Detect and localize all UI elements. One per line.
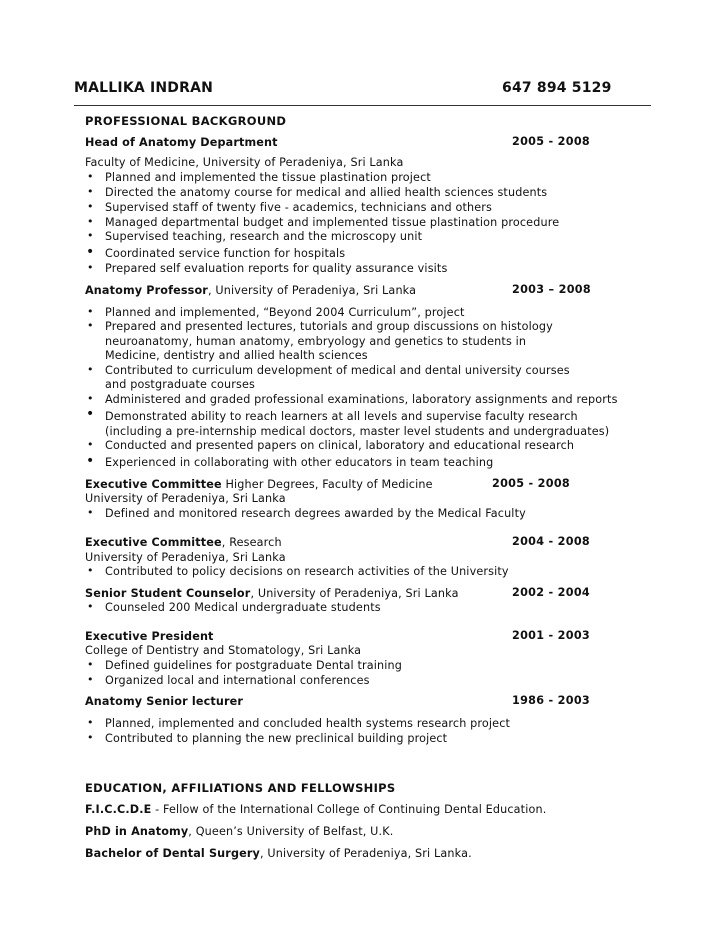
bullet-icon: •: [87, 170, 94, 183]
job-years-exec-research: 2004 - 2008: [512, 535, 591, 548]
job-org-exec-research: , Research: [221, 536, 282, 549]
job-org-head: Faculty of Medicine, University of Peradeniya, Sri Lanka: [85, 156, 404, 169]
list-item: Supervised teaching, research and the microscopy unit: [105, 230, 423, 243]
list-item-continuation: Medicine, dentistry and allied health sciences: [105, 349, 368, 362]
list-item: Defined and monitored research degrees awarded by the Medical Faculty: [105, 507, 526, 520]
bullet-icon: •: [87, 261, 94, 274]
list-item: Defined guidelines for postgraduate Dental training: [105, 659, 403, 672]
job-title-head: Head of Anatomy Department: [85, 136, 278, 149]
job-years-professor: 2003 – 2008: [512, 283, 591, 296]
job-title-president: Executive President: [85, 630, 214, 643]
header-divider: [74, 105, 651, 106]
education-item: [85, 802, 546, 817]
list-item: Planned and implemented, “Beyond 2004 Curriculum”, project: [105, 306, 465, 319]
list-item: Prepared self evaluation reports for quality assurance visits: [105, 262, 448, 275]
education-detail: , University of Peradeniya, Sri Lanka.: [259, 847, 472, 860]
list-item: Prepared and presented lectures, tutorials and group discussions on histology: [105, 320, 553, 333]
bullet-icon: •: [87, 185, 94, 198]
list-item: Experienced in collaborating with other educators in team teaching: [105, 456, 494, 469]
list-item: Directed the anatomy course for medical and allied health sciences students: [105, 186, 548, 199]
list-item: Coordinated service function for hospitals: [105, 247, 346, 260]
job-title-professor: Anatomy Professor: [85, 284, 208, 297]
bullet-icon: •: [87, 215, 94, 228]
job-years-exec-higher: 2005 - 2008: [492, 477, 571, 490]
bullet-icon: •: [87, 305, 94, 318]
job-title-counselor: Senior Student Counselor: [85, 587, 251, 600]
bullet-icon: •: [87, 392, 94, 405]
job-org-counselor: , University of Peradeniya, Sri Lanka: [250, 587, 459, 600]
job-title-exec-higher: Executive Committee: [85, 478, 222, 491]
job-sub-exec-higher: University of Peradeniya, Sri Lanka: [85, 492, 286, 505]
job-sub-president: College of Dentistry and Stomatology, Sri Lanka: [85, 644, 362, 657]
job-years-head: 2005 - 2008: [512, 135, 591, 148]
list-item: Conducted and presented papers on clinical, laboratory and educational research: [105, 439, 575, 452]
bullet-icon: •: [87, 731, 94, 744]
job-org-exec-higher: Higher Degrees, Faculty of Medicine: [221, 478, 433, 491]
bullet-icon: •: [87, 564, 94, 577]
job-sub-exec-research: University of Peradeniya, Sri Lanka: [85, 551, 286, 564]
list-item: Contributed to curriculum development of medical and dental university courses: [105, 364, 570, 377]
bullet-icon: •: [87, 319, 94, 332]
education-degree: Bachelor of Dental Surgery: [85, 847, 260, 860]
list-item-continuation: neuroanatomy, human anatomy, embryology and genetics to students in: [105, 335, 527, 348]
candidate-name: MALLIKA INDRAN: [74, 80, 214, 96]
phone-number: 647 894 5129: [502, 80, 612, 96]
list-item: Managed departmental budget and implemented tissue plastination procedure: [105, 216, 560, 229]
job-years-lecturer: 1986 - 2003: [512, 694, 591, 707]
bullet-icon: •: [87, 200, 94, 213]
education-item: [85, 846, 472, 861]
section-title-education: EDUCATION, AFFILIATIONS AND FELLOWSHIPS: [85, 781, 396, 795]
bullet-icon: •: [87, 600, 94, 613]
bullet-icon: •: [87, 438, 94, 451]
list-item: Planned, implemented and concluded health systems research project: [105, 717, 511, 730]
bullet-icon: •: [87, 363, 94, 376]
list-item: Demonstrated ability to reach learners at all levels and supervise faculty research: [105, 410, 578, 423]
bullet-icon: •: [87, 229, 94, 242]
education-degree: PhD in Anatomy: [85, 825, 189, 838]
education-detail: , Queen’s University of Belfast, U.K.: [188, 825, 394, 838]
education-detail: - Fellow of the International College of Continuing Dental Education.: [151, 803, 547, 816]
education-item: [85, 824, 393, 839]
bullet-icon: •: [87, 716, 94, 729]
job-heading-exec-research: [85, 535, 282, 550]
bullet-icon: •: [86, 453, 95, 469]
list-item: Supervised staff of twenty five - academics, technicians and others: [105, 201, 493, 214]
list-item-continuation: (including a pre-internship medical doctors, master level students and undergraduates): [105, 425, 610, 438]
bullet-icon: •: [86, 244, 95, 260]
bullet-icon: •: [87, 658, 94, 671]
job-heading-exec-higher: [85, 477, 433, 492]
list-item: Organized local and international conferences: [105, 674, 370, 687]
job-years-president: 2001 - 2003: [512, 629, 591, 642]
list-item: Planned and implemented the tissue plastination project: [105, 171, 431, 184]
job-years-counselor: 2002 - 2004: [512, 586, 591, 599]
job-title-exec-research: Executive Committee: [85, 536, 222, 549]
bullet-icon: •: [87, 506, 94, 519]
list-item: Contributed to policy decisions on research activities of the University: [105, 565, 509, 578]
education-degree: F.I.C.C.D.E: [85, 803, 152, 816]
list-item: Contributed to planning the new preclinical building project: [105, 732, 448, 745]
job-org-professor: , University of Peradeniya, Sri Lanka: [207, 284, 417, 297]
list-item-continuation: and postgraduate courses: [105, 378, 256, 391]
list-item: Administered and graded professional examinations, laboratory assignments and reports: [105, 393, 618, 406]
bullet-icon: •: [86, 406, 95, 422]
section-title-professional: PROFESSIONAL BACKGROUND: [85, 114, 287, 128]
job-heading-counselor: [85, 586, 459, 601]
job-title-lecturer: Anatomy Senior lecturer: [85, 695, 244, 708]
list-item: Counseled 200 Medical undergraduate students: [105, 601, 381, 614]
bullet-icon: •: [87, 673, 94, 686]
job-heading-professor: [85, 283, 416, 298]
